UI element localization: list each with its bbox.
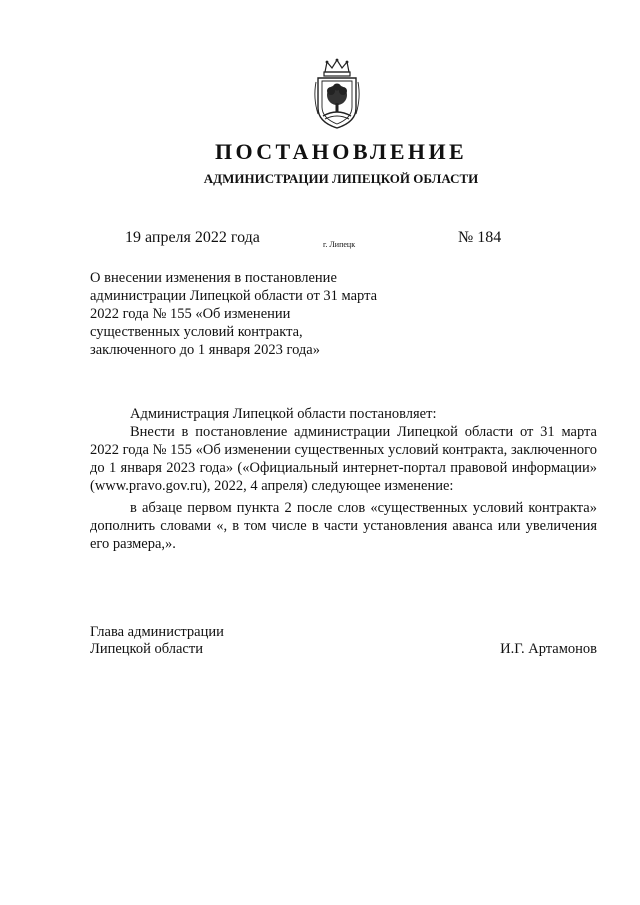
document-city: г. Липецк bbox=[323, 240, 356, 249]
document-body bbox=[90, 405, 597, 553]
document-heading bbox=[90, 269, 420, 359]
document-number: № 184 bbox=[458, 229, 502, 246]
body-paragraph-change: в абзаце первом пункта 2 после слов «существенных условий контракта» дополнить словами «, в том числе в части установления аванса или увеличения его размера,». bbox=[90, 500, 597, 552]
signatory-position-line2: Липецкой области bbox=[90, 641, 203, 657]
body-paragraph-amendment: Внести в постановление администрации Липецкой области от 31 марта 2022 года № 155 «Об изменении существенных условий контракта, заключенного до 1 января 2023 года» («Официальный интернет-портал правовой информации» (www.pravo.gov.ru), 2022, 4 апреля) следующее изменение: bbox=[90, 424, 597, 494]
heading-line: 2022 года № 155 «Об изменении bbox=[90, 306, 291, 322]
coat-of-arms-icon bbox=[312, 58, 362, 130]
signature-block bbox=[90, 624, 597, 658]
heading-line: заключенного до 1 января 2023 года» bbox=[90, 342, 320, 358]
signatory-name: И.Г. Артамонов bbox=[500, 641, 597, 657]
heading-line: существенных условий контракта, bbox=[90, 324, 303, 340]
document-type-title: ПОСТАНОВЛЕНИЕ bbox=[214, 139, 468, 164]
issuing-authority: АДМИНИСТРАЦИИ ЛИПЕЦКОЙ ОБЛАСТИ bbox=[203, 171, 479, 186]
document-date: 19 апреля 2022 года bbox=[125, 229, 260, 246]
signatory-position-line1: Глава администрации bbox=[90, 624, 224, 640]
heading-line: администрации Липецкой области от 31 марта bbox=[90, 288, 378, 304]
body-paragraph-resolves: Администрация Липецкой области постановляет: bbox=[130, 406, 437, 422]
heading-line: О внесении изменения в постановление bbox=[90, 270, 337, 286]
